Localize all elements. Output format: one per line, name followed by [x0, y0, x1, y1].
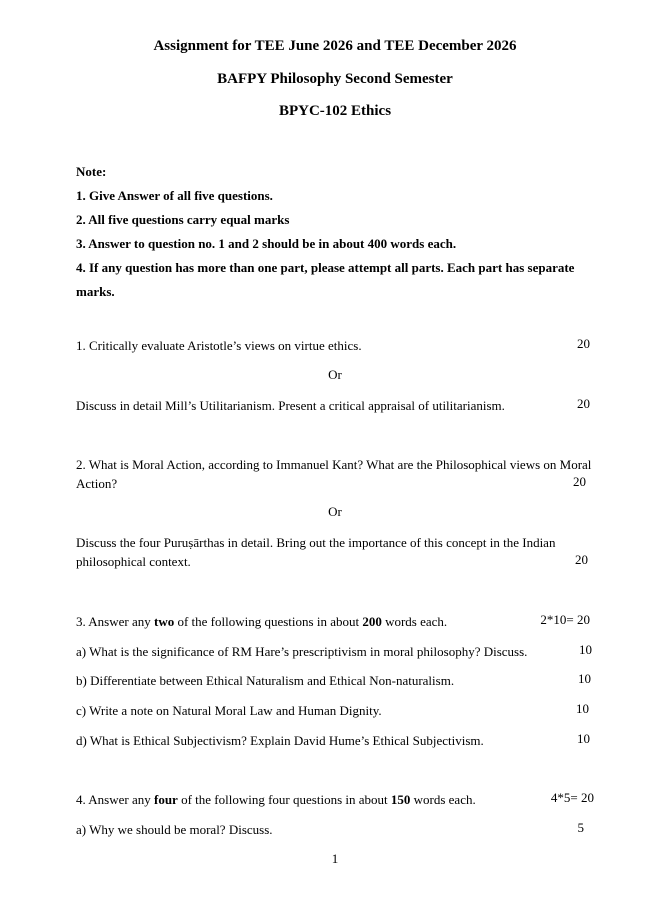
question-3-part-b-marks: 10 [578, 671, 591, 686]
question-1b: Discuss in detail Mill’s Utilitarianism. Present a critical appraisal of utilitarianism. [76, 398, 505, 413]
question-2b-marks: 20 [575, 552, 588, 567]
question-1b-marks: 20 [577, 396, 590, 411]
question-4-part-a: a) Why we should be moral? Discuss. [76, 822, 273, 837]
question-4-intro: 4. Answer any four of the following four questions in about 150 words each. [76, 792, 476, 807]
question-3-part-d: d) What is Ethical Subjectivism? Explain David Hume’s Ethical Subjectivism. [76, 733, 484, 748]
or-separator: Or [328, 504, 342, 519]
note-item: 4. If any question has more than one part, please attempt all parts. Each part has separate marks. [76, 260, 575, 299]
question-2b: Discuss the four Puruṣārthas in detail. Bring out the importance of this concept in the Indian philosophical context. [76, 535, 556, 569]
note-heading: Note: [76, 164, 107, 179]
note-item: 1. Give Answer of all five questions. [76, 188, 273, 203]
question-3-intro: 3. Answer any two of the following questions in about 200 words each. [76, 614, 448, 629]
question-3-marks: 2*10= 20 [540, 612, 590, 627]
or-separator: Or [328, 367, 342, 382]
note-item: 3. Answer to question no. 1 and 2 should be in about 400 words each. [76, 236, 457, 251]
note-item: 2. All five questions carry equal marks [76, 212, 290, 227]
question-3-part-a: a) What is the significance of RM Hare’s prescriptivism in moral philosophy? Discuss. [76, 644, 528, 659]
question-3-part-c-marks: 10 [576, 701, 589, 716]
note-block [76, 160, 596, 304]
course-title: BPYC-102 Ethics [278, 103, 392, 119]
question-3-part-d-marks: 10 [577, 731, 590, 746]
programme-title: BAFPY Philosophy Second Semester [217, 71, 453, 87]
question-1a-marks: 20 [577, 336, 590, 351]
assignment-title: Assignment for TEE June 2026 and TEE December 2026 [153, 38, 517, 54]
question-1a: 1. Critically evaluate Aristotle’s views on virtue ethics. [76, 338, 362, 353]
question-2a-marks: 20 [573, 474, 586, 489]
page-number: 1 [331, 851, 339, 866]
question-3-part-a-marks: 10 [579, 642, 592, 657]
question-4-part-a-marks: 5 [577, 820, 584, 835]
question-2a: 2. What is Moral Action, according to Immanuel Kant? What are the Philosophical views on Moral Action? [76, 457, 592, 491]
question-4-marks: 4*5= 20 [550, 790, 594, 805]
question-3-part-c: c) Write a note on Natural Moral Law and Human Dignity. [76, 703, 382, 718]
question-3-part-b: b) Differentiate between Ethical Naturalism and Ethical Non-naturalism. [76, 673, 455, 688]
